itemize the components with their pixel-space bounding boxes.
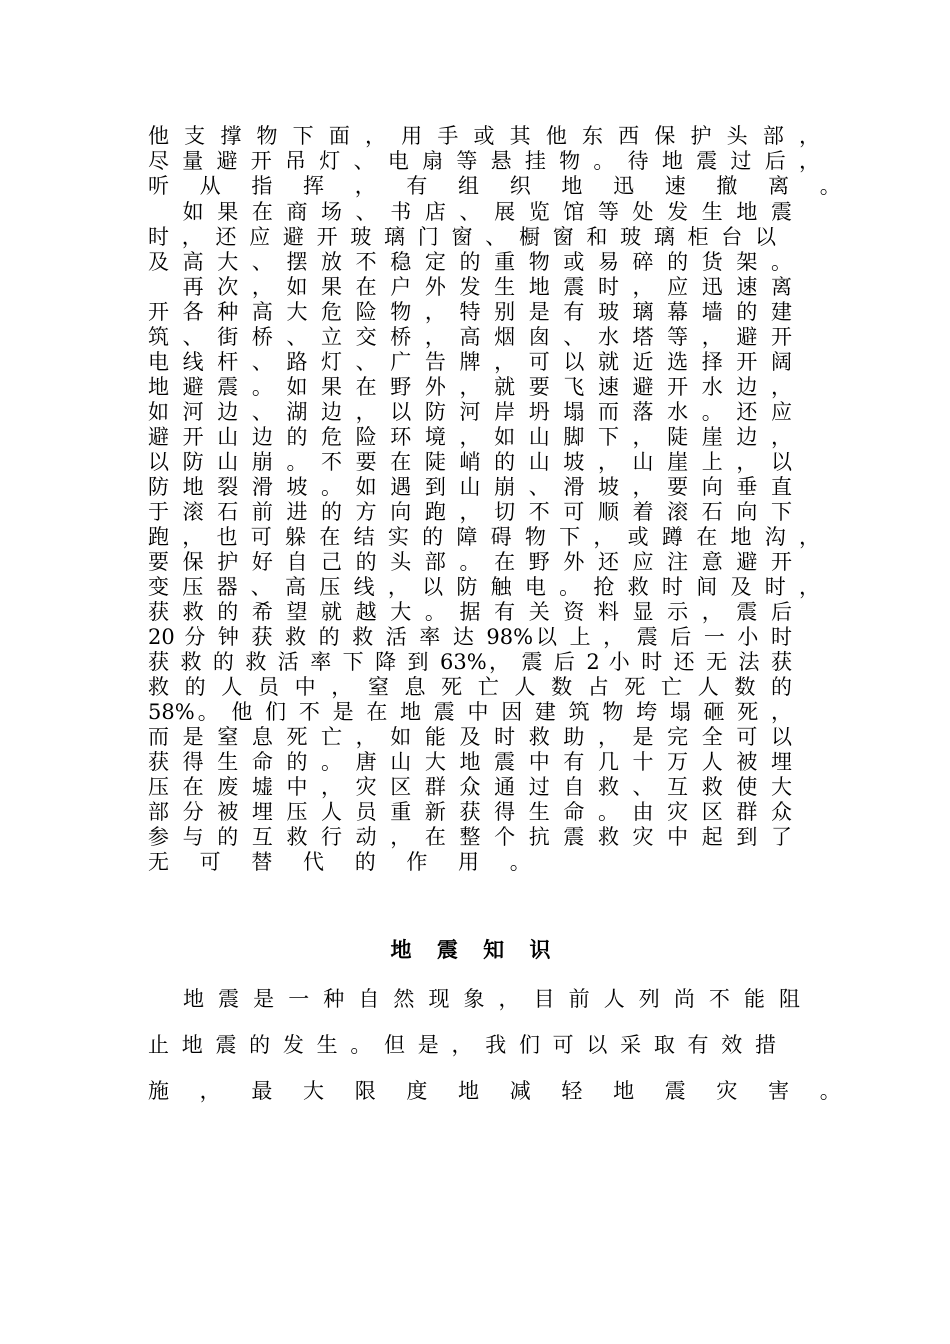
body-line: 参 与 的 互 救 行 动 ， 在 整 个 抗 震 救 灾 中 起 到 了: [148, 825, 792, 849]
body-line: 救 的 人 员 中 ， 窒 息 死 亡 人 数 占 死 亡 人 数 的: [148, 675, 792, 699]
body-line: 获 得 生 命 的 。 唐 山 大 地 震 中 有 几 十 万 人 被 埋: [148, 750, 792, 774]
body-line: 20 分 钟 获 救 的 救 活 率 达 98%以 上 ， 震 后 一 小 时: [148, 625, 792, 649]
body-line: 要 保 护 好 自 己 的 头 部 。 在 野 外 还 应 注 意 避 开: [148, 550, 792, 574]
body-line: 无 可 替 代 的 作 用 。: [148, 850, 543, 874]
body-line: 而 是 窒 息 死 亡 ， 如 能 及 时 救 助 ， 是 完 全 可 以: [148, 725, 792, 749]
body-line: 获 救 的 救 活 率 下 降 到 63%， 震 后 2 小 时 还 无 法 获: [148, 650, 792, 674]
body-line: 变 压 器 、 高 压 线 ， 以 防 触 电 。 抢 救 时 间 及 时 ，: [148, 575, 820, 599]
body-line: 地 避 震 。 如 果 在 野 外 ， 就 要 飞 速 避 开 水 边 ，: [148, 375, 792, 399]
body-line: 避 开 山 边 的 危 险 环 境 ， 如 山 脚 下 ， 陡 崖 边 ，: [148, 425, 792, 449]
body-line: 58%。 他 们 不 是 在 地 震 中 因 建 筑 物 垮 塌 砸 死 ，: [148, 700, 792, 724]
body-line: 获 救 的 希 望 就 越 大 。 据 有 关 资 料 显 示 ， 震 后: [148, 600, 792, 624]
body-line: 电 线 杆 、 路 灯 、 广 告 牌 ， 可 以 就 近 选 择 开 阔: [148, 350, 792, 374]
body-line: 部 分 被 埋 压 人 员 重 新 获 得 生 命 。 由 灾 区 群 众: [148, 800, 792, 824]
body-line: 他 支 撑 物 下 面 ， 用 手 或 其 他 东 西 保 护 头 部 ，: [148, 124, 820, 148]
body-line: 压 在 废 墟 中 ， 灾 区 群 众 通 过 自 救 、 互 救 使 大: [148, 775, 792, 799]
body-line: 筑 、 街 桥 、 立 交 桥 ， 高 烟 囱 、 水 塔 等 ， 避 开: [148, 325, 792, 349]
section-heading: 地 震 知 识: [390, 938, 560, 962]
body-line: 如 果 在 商 场 、 书 店 、 展 览 馆 等 处 发 生 地 震: [148, 200, 792, 224]
body-line: 开 各 种 高 大 危 险 物 ， 特 别 是 有 玻 璃 幕 墙 的 建: [148, 300, 792, 324]
body-line: 于 滚 石 前 进 的 方 向 跑 ， 切 不 可 顺 着 滚 石 向 下: [148, 500, 792, 524]
body-line: 以 防 山 崩 。 不 要 在 陡 峭 的 山 坡 ， 山 崖 上 ， 以: [148, 450, 792, 474]
body-line: 跑 ， 也 可 躲 在 结 实 的 障 碍 物 下 ， 或 蹲 在 地 沟 ，: [148, 525, 820, 549]
body-line: 防 地 裂 滑 坡 。 如 遇 到 山 崩 、 滑 坡 ， 要 向 垂 直: [148, 475, 792, 499]
body-line: 如 河 边 、 湖 边 ， 以 防 河 岸 坍 塌 而 落 水 。 还 应: [148, 400, 792, 424]
section-line: 施 ， 最 大 限 度 地 减 轻 地 震 灾 害 。: [148, 1079, 853, 1103]
body-line: 尽 量 避 开 吊 灯 、 电 扇 等 悬 挂 物 。 待 地 震 过 后 ，: [148, 149, 820, 173]
body-line: 听 从 指 挥 ， 有 组 织 地 迅 速 撤 离 。: [148, 174, 853, 198]
body-line: 及 高 大 、 摆 放 不 稳 定 的 重 物 或 易 碎 的 货 架 。: [148, 250, 792, 274]
section-line: 止 地 震 的 发 生 。 但 是 ， 我 们 可 以 采 取 有 效 措: [148, 1033, 776, 1057]
section-line: 地 震 是 一 种 自 然 现 象 ， 目 前 人 列 尚 不 能 阻: [148, 987, 800, 1011]
body-line: 时 ， 还 应 避 开 玻 璃 门 窗 、 橱 窗 和 玻 璃 柜 台 以: [148, 225, 776, 249]
body-line: 再 次 ， 如 果 在 户 外 发 生 地 震 时 ， 应 迅 速 离: [148, 275, 792, 299]
